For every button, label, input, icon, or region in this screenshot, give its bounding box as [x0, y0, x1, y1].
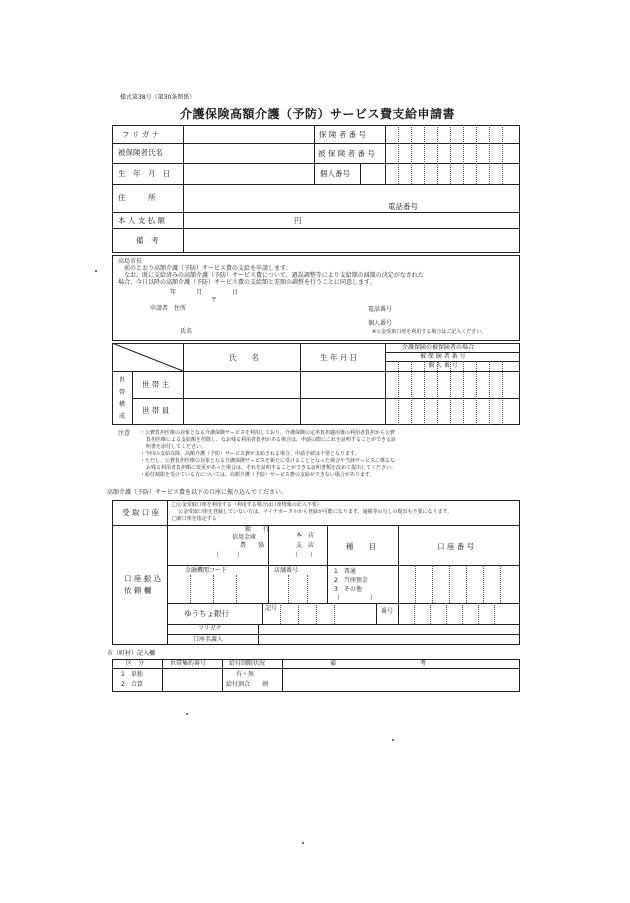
- household-side-1: 世: [119, 377, 126, 384]
- branch-code-label: 店舗番号: [274, 567, 299, 574]
- remarks-label: 備 考: [136, 236, 159, 245]
- col-name: 氏 名: [229, 353, 259, 362]
- household-member-label: 世 帯 員: [142, 406, 170, 415]
- receipt-account-label: 受 取 口 座: [122, 508, 160, 517]
- bank-type-shinkin: 信用金庫: [232, 534, 257, 541]
- public-account-note-2: 公金受取口座を登録していない方は、マイナポータルから登録が可能になります。通帳等の写しの提出も不要になります。: [178, 509, 453, 515]
- city-col-benefit-limit: 給付制限状況: [229, 660, 266, 667]
- self-pay-label: 本 人 支 払 額: [118, 216, 166, 225]
- insured-name-label: 被保険者氏名: [118, 148, 163, 157]
- city-yes-no: 有・無: [236, 671, 255, 678]
- applicant-personal-number-label: 個人番号: [368, 320, 393, 327]
- month-label: 月: [196, 289, 203, 296]
- insurer-number-label: 保 険 者 番 号: [319, 130, 367, 139]
- type-other-paren: （ ）: [334, 595, 377, 602]
- transfer-intro: 高額介護（予防）サービス費を以下の口座に振り込んでください。: [107, 489, 288, 496]
- type-current: 2 当座預金: [334, 577, 368, 584]
- insured-number-label: 被 保 険 者 番 号: [318, 149, 375, 158]
- scan-speck: [392, 739, 394, 741]
- branch-main: 本 店: [296, 532, 315, 539]
- account-type-header: 種 目: [346, 542, 376, 551]
- household-side-2: 帯: [119, 389, 126, 396]
- yucho-number-label: 番号: [381, 608, 394, 615]
- col-personal-number: 個 人 番 号: [428, 362, 458, 369]
- household-side-4: 成: [119, 413, 126, 420]
- scan-speck: [95, 270, 97, 272]
- declaration-line-3: 場合、今日以降の高額介護（予防）サービス費の支給額と差額の調整を行うことに同意します。: [118, 279, 376, 286]
- city-col-household-no: 世帯集約番号: [170, 660, 207, 667]
- applicant-name-label: 氏名: [180, 328, 193, 335]
- city-section-label: 市（町村）記入欄: [107, 650, 156, 657]
- diagonal-header-cell: [112, 343, 184, 372]
- address-label: 住 所: [118, 193, 156, 202]
- account-holder-label: 口座名義人: [193, 636, 224, 643]
- bank-code-label: 金融機関コード: [185, 567, 228, 574]
- year-label: 年: [170, 289, 177, 296]
- yucho-symbol-label: 記号: [265, 605, 278, 612]
- note-3: ・ただし、公費負担医療の対象となる介護保険サービスを新たに受けることとなった場合や当該サービスに係るな: [140, 458, 396, 464]
- city-row-single: 1 単独: [121, 671, 143, 678]
- branch-other-paren: （ ）: [292, 552, 317, 559]
- bank-type-bank: 銀 行: [245, 526, 270, 533]
- day-label: 日: [232, 289, 239, 296]
- type-other: 3 その他: [334, 586, 362, 593]
- note-3b: お残る利用者負担額に変更があった場合は、それを証明することができる証明書類を改めて提出してください。: [146, 465, 396, 471]
- note-1b: 負担医療による支給額を控除し、なお残る利用者負担がある場合は、申請の際にこれを証明することができる証: [146, 437, 397, 443]
- form-title: 介護保険高額介護（予防）サービス費支給申請書: [180, 107, 456, 121]
- note-1: ・公費負担医療の対象となる介護保険サービスを利用しており、介護保険の定率負担適用後の利用者負担から公費: [140, 430, 396, 436]
- branch-sub: 支 店: [296, 542, 315, 549]
- postal-mark: 〒: [211, 297, 218, 304]
- applicant-address-label: 申請者 住所: [150, 305, 187, 312]
- household-head-label: 世 帯 主: [142, 380, 170, 389]
- notes-label: 注意: [118, 430, 131, 437]
- city-benefit-ratio: 給付割合 割: [226, 681, 269, 688]
- col-insured-case: 介護保険の被保険者の場合: [402, 344, 475, 351]
- col-birthdate: 生 年 月 日: [320, 353, 358, 362]
- col-insured-number: 被 保 険 者 番 号: [420, 353, 466, 360]
- bank-other-paren: （ ）: [213, 552, 244, 559]
- phone-label: 電話番号: [388, 202, 418, 211]
- scan-speck: [302, 842, 304, 844]
- note-2: ・今回の支給以降、高額介護（予防）サービス費が支給される場合、申請手続は不要となります。: [140, 451, 360, 457]
- option-public-account[interactable]: □公金受取口座を利用する（利用する場合は口座情報の記入不要）: [172, 502, 322, 508]
- yucho-bank-label: ゆうちょ銀行: [184, 609, 229, 618]
- option-new-account[interactable]: □新口座を指定する: [172, 516, 217, 522]
- city-row-combined: 2 合算: [121, 681, 143, 688]
- city-col-remarks: 備 考: [330, 660, 427, 667]
- holder-furigana-label: フリガナ: [198, 625, 222, 632]
- birthdate-label: 生 年 月 日: [118, 169, 171, 178]
- yen-unit: 円: [294, 216, 302, 225]
- bank-type-noukyo: 農 協: [240, 542, 265, 549]
- account-number-header: 口 座 番 号: [437, 542, 475, 551]
- form-number: 様式第38号（第30条関係）: [120, 94, 196, 101]
- note-1c: 明書を添付してください。: [146, 444, 207, 450]
- addressee: 高島市長: [118, 258, 143, 265]
- note-4: ・給付制限を受けている方については、高額介護（予防）サービス費の支給ができない場合があります。: [140, 472, 375, 478]
- declaration-line-1: 前のとおり高額介護（予防）サービス費の支給を申請します。: [118, 265, 292, 272]
- public-account-note: ※公金受取口座を利用する場合はご記入ください。: [372, 329, 487, 335]
- bank-transfer-label-2: 依 頼 欄: [124, 586, 152, 595]
- declaration-line-2: なお、既に支給済みの高額介護（予防）サービス費について、過誤調整等により支給額の減額の決定がなされた: [118, 272, 424, 279]
- scan-speck: [186, 713, 188, 715]
- bank-transfer-label: 口 座 振 込: [124, 574, 162, 583]
- household-side-3: 構: [119, 401, 126, 408]
- applicant-phone-label: 電話番号: [368, 306, 393, 313]
- type-ordinary: 1 普通: [334, 568, 356, 575]
- personal-number-label: 個人番号: [320, 169, 350, 178]
- city-col-category: 区 分: [126, 660, 145, 667]
- furigana-label: フ リ ガ ナ: [122, 130, 160, 139]
